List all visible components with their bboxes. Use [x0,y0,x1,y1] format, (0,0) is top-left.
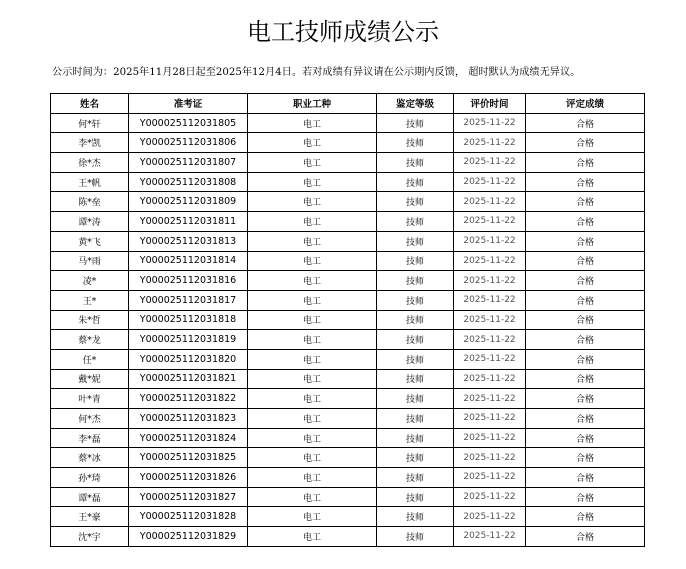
cell-result: 合格 [526,212,645,232]
cell-exam-id: Y000025112031806 [129,133,248,153]
table-row [51,153,645,173]
cell-level: 技师 [377,330,454,350]
cell-level: 技师 [377,487,454,507]
cell-level: 技师 [377,428,454,448]
cell-level: 技师 [377,192,454,212]
cell-name: 李*凯 [51,133,129,153]
notice-text: 公示时间为：2025年11月28日起至2025年12月4日。若对成绩有异议请在公示期内反馈， 超时默认为成绩无异议。 [52,67,581,78]
cell-level: 技师 [377,527,454,547]
cell-date: 2025-11-22 [454,271,526,291]
cell-date: 2025-11-22 [454,310,526,330]
cell-occupation: 电工 [248,507,377,527]
cell-level: 技师 [377,507,454,527]
column-header-result: 评定成绩 [526,94,645,114]
cell-name: 黄*飞 [51,231,129,251]
cell-name: 凌* [51,271,129,291]
table-row [51,507,645,527]
cell-result: 合格 [526,113,645,133]
cell-exam-id: Y000025112031809 [129,192,248,212]
table-body [51,113,645,546]
cell-result: 合格 [526,448,645,468]
cell-date: 2025-11-22 [454,468,526,488]
cell-occupation: 电工 [248,409,377,429]
cell-occupation: 电工 [248,527,377,547]
cell-result: 合格 [526,349,645,369]
cell-name: 王*豪 [51,507,129,527]
cell-name: 何*轩 [51,113,129,133]
cell-result: 合格 [526,369,645,389]
cell-date: 2025-11-22 [454,212,526,232]
cell-exam-id: Y000025112031828 [129,507,248,527]
table-row [51,349,645,369]
cell-result: 合格 [526,271,645,291]
table-row [51,212,645,232]
cell-result: 合格 [526,428,645,448]
cell-date: 2025-11-22 [454,290,526,310]
cell-level: 技师 [377,349,454,369]
cell-date: 2025-11-22 [454,349,526,369]
cell-occupation: 电工 [248,231,377,251]
cell-level: 技师 [377,133,454,153]
table-row [51,251,645,271]
cell-date: 2025-11-22 [454,113,526,133]
cell-name: 徐*杰 [51,153,129,173]
cell-level: 技师 [377,290,454,310]
cell-occupation: 电工 [248,290,377,310]
cell-result: 合格 [526,231,645,251]
cell-occupation: 电工 [248,487,377,507]
table-row [51,389,645,409]
cell-level: 技师 [377,448,454,468]
cell-result: 合格 [526,251,645,271]
cell-name: 王* [51,290,129,310]
cell-date: 2025-11-22 [454,251,526,271]
cell-date: 2025-11-22 [454,527,526,547]
cell-exam-id: Y000025112031822 [129,389,248,409]
cell-occupation: 电工 [248,428,377,448]
table-row [51,448,645,468]
page-title: 电工技师成绩公示 [247,18,439,46]
table-row [51,369,645,389]
cell-name: 何*杰 [51,409,129,429]
cell-date: 2025-11-22 [454,507,526,527]
cell-name: 谭*涛 [51,212,129,232]
cell-date: 2025-11-22 [454,330,526,350]
cell-level: 技师 [377,153,454,173]
table-header-row [51,94,645,114]
cell-level: 技师 [377,468,454,488]
cell-occupation: 电工 [248,448,377,468]
cell-name: 李*磊 [51,428,129,448]
cell-date: 2025-11-22 [454,172,526,192]
table-row [51,231,645,251]
cell-level: 技师 [377,271,454,291]
cell-occupation: 电工 [248,349,377,369]
table-row [51,310,645,330]
cell-result: 合格 [526,330,645,350]
cell-name: 陈*垒 [51,192,129,212]
table-row [51,290,645,310]
cell-occupation: 电工 [248,271,377,291]
cell-result: 合格 [526,192,645,212]
cell-occupation: 电工 [248,389,377,409]
cell-result: 合格 [526,468,645,488]
cell-date: 2025-11-22 [454,153,526,173]
cell-exam-id: Y000025112031816 [129,271,248,291]
cell-level: 技师 [377,212,454,232]
cell-occupation: 电工 [248,212,377,232]
cell-occupation: 电工 [248,330,377,350]
cell-exam-id: Y000025112031821 [129,369,248,389]
cell-name: 任* [51,349,129,369]
cell-date: 2025-11-22 [454,389,526,409]
cell-exam-id: Y000025112031827 [129,487,248,507]
cell-exam-id: Y000025112031820 [129,349,248,369]
cell-date: 2025-11-22 [454,487,526,507]
cell-occupation: 电工 [248,369,377,389]
cell-name: 孙*琦 [51,468,129,488]
cell-occupation: 电工 [248,113,377,133]
cell-exam-id: Y000025112031813 [129,231,248,251]
cell-exam-id: Y000025112031819 [129,330,248,350]
table-row [51,409,645,429]
cell-result: 合格 [526,527,645,547]
cell-result: 合格 [526,153,645,173]
cell-date: 2025-11-22 [454,369,526,389]
table-row [51,133,645,153]
cell-date: 2025-11-22 [454,409,526,429]
cell-exam-id: Y000025112031805 [129,113,248,133]
cell-exam-id: Y000025112031823 [129,409,248,429]
cell-level: 技师 [377,113,454,133]
cell-name: 马*雨 [51,251,129,271]
cell-level: 技师 [377,389,454,409]
cell-exam-id: Y000025112031826 [129,468,248,488]
cell-occupation: 电工 [248,133,377,153]
column-header-level: 鉴定等级 [377,94,454,114]
cell-result: 合格 [526,290,645,310]
cell-level: 技师 [377,369,454,389]
cell-result: 合格 [526,389,645,409]
table-row [51,487,645,507]
cell-exam-id: Y000025112031824 [129,428,248,448]
cell-occupation: 电工 [248,251,377,271]
cell-name: 戴*妮 [51,369,129,389]
table-row [51,172,645,192]
cell-name: 王*帆 [51,172,129,192]
cell-name: 叶*青 [51,389,129,409]
cell-date: 2025-11-22 [454,133,526,153]
cell-exam-id: Y000025112031811 [129,212,248,232]
cell-occupation: 电工 [248,153,377,173]
table-row [51,271,645,291]
cell-level: 技师 [377,172,454,192]
column-header-occupation: 职业工种 [248,94,377,114]
cell-result: 合格 [526,507,645,527]
table-row [51,113,645,133]
cell-result: 合格 [526,409,645,429]
cell-occupation: 电工 [248,310,377,330]
cell-level: 技师 [377,231,454,251]
cell-level: 技师 [377,409,454,429]
cell-result: 合格 [526,133,645,153]
cell-name: 蔡*龙 [51,330,129,350]
cell-occupation: 电工 [248,192,377,212]
cell-date: 2025-11-22 [454,192,526,212]
table-row [51,330,645,350]
cell-exam-id: Y000025112031825 [129,448,248,468]
cell-name: 蔡*冰 [51,448,129,468]
cell-exam-id: Y000025112031807 [129,153,248,173]
column-header-date: 评价时间 [454,94,526,114]
column-header-name: 姓名 [51,94,129,114]
cell-result: 合格 [526,487,645,507]
cell-level: 技师 [377,251,454,271]
cell-name: 朱*哲 [51,310,129,330]
table-row [51,468,645,488]
table-row [51,192,645,212]
results-table [50,93,645,547]
cell-exam-id: Y000025112031817 [129,290,248,310]
cell-date: 2025-11-22 [454,428,526,448]
table-row [51,428,645,448]
cell-exam-id: Y000025112031829 [129,527,248,547]
cell-occupation: 电工 [248,172,377,192]
cell-name: 谭*磊 [51,487,129,507]
column-header-exam-id: 准考证 [129,94,248,114]
cell-date: 2025-11-22 [454,231,526,251]
cell-level: 技师 [377,310,454,330]
cell-result: 合格 [526,310,645,330]
cell-name: 沈*宇 [51,527,129,547]
cell-result: 合格 [526,172,645,192]
cell-date: 2025-11-22 [454,448,526,468]
table-row [51,527,645,547]
cell-exam-id: Y000025112031818 [129,310,248,330]
cell-exam-id: Y000025112031814 [129,251,248,271]
cell-exam-id: Y000025112031808 [129,172,248,192]
cell-occupation: 电工 [248,468,377,488]
